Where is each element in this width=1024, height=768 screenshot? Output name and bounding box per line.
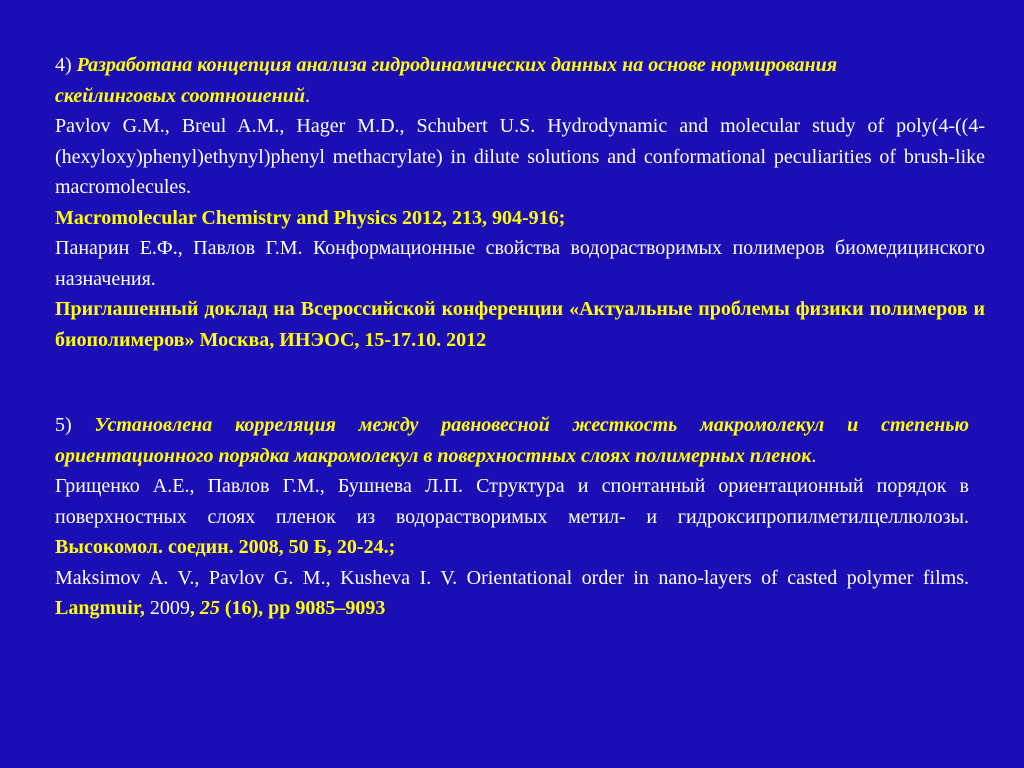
item-4-claim-line1: Разработана концепция анализа гидродинамических данных на основе нормирования xyxy=(76,54,838,76)
item-5-claim xyxy=(55,410,969,471)
item-5-ref2-issue-pages: (16), pp 9085–9093 xyxy=(224,597,386,619)
item-4-block xyxy=(55,50,985,355)
item-5-claim-end: . xyxy=(811,444,817,467)
item-5-block xyxy=(55,410,969,624)
item-4-claim-line2: скейлинговых соотношений xyxy=(55,84,306,107)
item-5-ref2 xyxy=(55,563,969,624)
item-4-ref1-journal: Macromolecular Chemistry and Physics 2012, 213, 904-916; xyxy=(55,206,566,229)
item-5-ref1 xyxy=(55,471,969,563)
item-4-ref2-authors-title: Панарин Е.Ф., Павлов Г.М. Конформационные свойства водорастворимых полимеров биомедицинского назначения. xyxy=(55,237,985,290)
item-4-number: 4) xyxy=(55,54,72,76)
item-5-number: 5) xyxy=(55,414,72,436)
item-4-claim xyxy=(55,50,985,111)
item-5-ref2-year: 2009 xyxy=(149,597,190,619)
item-5-ref2-authors-title: Maksimov A. V., Pavlov G. M., Kusheva I. V. Orientational order in nano-layers of casted polymer films. xyxy=(55,566,969,589)
item-5-ref2-volume: 25 xyxy=(199,597,220,619)
item-5-claim-text: Установлена корреляция между равновесной жесткость макромолекул и степенью ориентационного порядка макромолекул в поверхностных слоях полимерных пленок xyxy=(55,414,969,467)
item-5-ref2-comma: , xyxy=(189,597,195,619)
item-4-ref2-venue: Приглашенный доклад на Всероссийской конференции «Актуальные проблемы физики полимеров и биополимеров» Москва, ИНЭОС, 15-17.10. 2012 xyxy=(55,298,985,351)
item-5-ref2-journal: Langmuir, xyxy=(55,597,145,619)
item-4-claim-end: . xyxy=(305,84,311,107)
item-5-ref1-authors-title: Грищенко А.Е., Павлов Г.М., Бушнева Л.П. Структура и спонтанный ориентационный порядок в поверхностных слоях пленок из водорастворимых метил- и гидроксипропилметилцеллюлозы. xyxy=(55,475,969,528)
item-5-ref1-journal: Высокомол. соедин. 2008, 50 Б, 20-24.; xyxy=(55,536,396,558)
item-4-ref1-authors-title: Pavlov G.M., Breul A.M., Hager M.D., Schubert U.S. Hydrodynamic and molecular study of poly(4-((4-(hexyloxy)phenyl)ethynyl)phenyl methacrylate) in dilute solutions and conformational peculiarities of brush-like macromolecules. xyxy=(55,115,985,198)
